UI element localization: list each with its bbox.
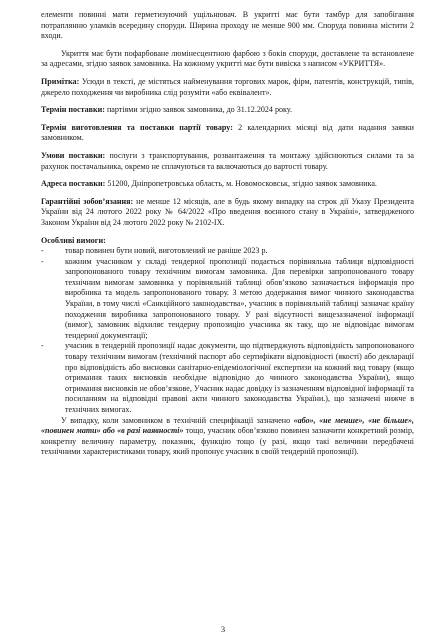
delivery-conditions-label: Умови поставки: (41, 150, 106, 160)
paragraph-manufacture-term (41, 123, 414, 144)
list-item (41, 257, 414, 342)
delivery-conditions-text: послуги з транспортування, розвантаження та монтажу здійснюються силами та за рахунок постачальника, окремо не сплачуються та включаються до вартості товару. (41, 150, 414, 171)
specification-keywords: «або», «не менше», «не більше», «повинен мати» або «в разі наявності» (41, 415, 414, 436)
delivery-address-text: 51200, Дніпропетровська область, м. Новомосковськ, згідно заявок замовника. (105, 179, 377, 189)
list-dash: - (41, 341, 44, 351)
manufacture-term-label: Термін виготовлення та поставки партії товару: (41, 122, 233, 132)
paragraph-delivery-term (41, 105, 414, 116)
list-item-text: товар повинен бути новий, виготовлений не раніше 2023 р. (65, 246, 268, 256)
list-item (41, 246, 414, 257)
list-item (41, 341, 414, 415)
note-label: Примітка: (41, 76, 80, 86)
special-requirements-heading: Особливі вимоги: (41, 235, 106, 245)
list-dash: - (41, 256, 44, 266)
delivery-address-label: Адреса поставки: (41, 179, 106, 189)
list-item-text: учасник в тендерній пропозиції надає документи, що підтверджують відповідність запропонованого товару технічним вимогам (технічний паспорт або сертифікати відповідності (якості) або декларації про відповідність або висновки санітарно-епідеміологічної експертизи на кожний вид товару (якщо отримання таких висновків необхідне відповідно до чинного законодавства України), якщо отримання висновків не обов’язкове, Учасник надає довідку із зазначенням відповідної інформації та посиланням на відповідні правові акти чинного законодавства України.), що зазначені нижче в технічних вимогах. (65, 341, 414, 414)
list-dash: - (41, 246, 44, 256)
page-content (41, 10, 414, 458)
delivery-term-text: партіями згідно заявок замовника, до 31.12.2024 року. (104, 105, 293, 115)
note-text: Усюди в тексті, де містяться найменування торгових марок, фірм, патентів, конструкцій, типів, джерело походження чи виробника слід розуміти «або еквівалент». (41, 76, 414, 97)
warranty-label: Гарантійні зобов’язання: (41, 196, 134, 206)
paragraph-doors: елементи повинні мати герметизуючий ущільнювач. В укритті має бути тамбур для запобігання потраплянню уламків всередину споруди. Ширина проходу не менше 900 мм. Споруда повинна містити 2 входи. (41, 10, 414, 41)
manufacture-term-text: 2 календарних місяці від дати надання заявки замовником. (41, 122, 414, 143)
paragraph-note (41, 77, 414, 98)
paragraph-delivery-address (41, 179, 414, 190)
paragraph-warranty (41, 197, 414, 229)
list-item-text: кожним учасником у складі тендерної пропозиції подається порівняльна таблиця відповідності запропонованого товару технічним вимогам замовника. Для перевірки запропонованого товару технічним вимогам замовника у порівняльній таблиці обов’язково зазначається інформація про виробника та модель запропонованого товару. З метою додержання вимог чинного законодавства України, в тому числі «Санкційного законодавства», учасник в порівняльній таблиці зазначає країну походження виробника запропонованого товару. У разі відсутності вищезазначеної інформації (вимог), замовник відхиляє тендерну пропозицію учасника як таку, що не відповідає вимогам тендерної документації; (65, 256, 414, 340)
warranty-text: не менше 12 місяців, але в будь якому випадку на строк дії Указу Президента України від 24 лютого 2022 року № 64/2022 «Про введення воєнного стану в Україні», затвердженого Законом України від 24 лютого 2022 року № 2102-IX. (41, 196, 414, 227)
page-number: 3 (220, 624, 226, 634)
paragraph-painting: Укриття має бути пофарбоване люмінесцентною фарбою з боків споруди, доставлене та встановлене за адресами, згідно заявок замовника. На кожному укритті має бути вивіска з написом «УКРИТТЯ». (41, 48, 414, 69)
specification-text-end: тощо, учасник обов’язково повинен зазначити конкретний розмір, конкретну величину параметру, показник, функцію тощо (у разі, якщо такі величини передбачені технічними характеристиками товару, який пропонує учасник в своїй тендерній пропозиції). (41, 426, 414, 457)
paragraph-delivery-conditions (41, 151, 414, 172)
specification-text-start: У випадку, коли замовником в технічній специфікації зазначено (61, 415, 294, 425)
paragraph-specification (41, 416, 414, 458)
delivery-term-label: Термін поставки: (41, 105, 105, 115)
